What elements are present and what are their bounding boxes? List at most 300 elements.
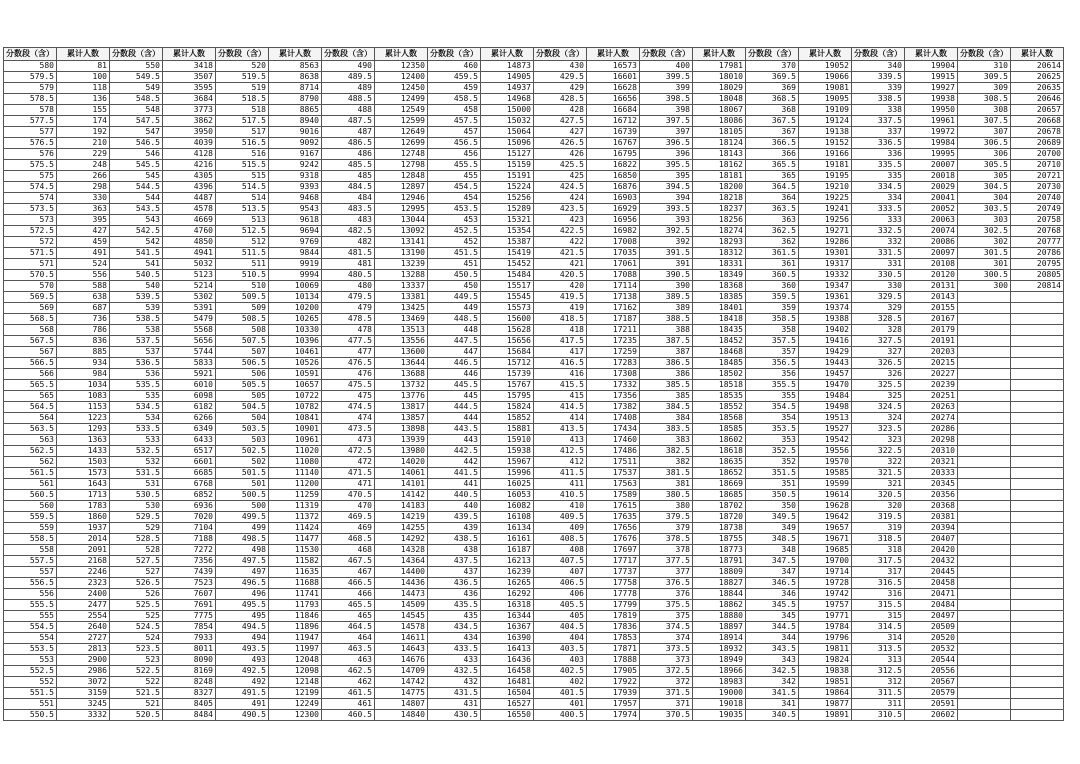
- score-band-cell: 415: [534, 391, 587, 402]
- score-band-cell: 518: [216, 105, 269, 116]
- table-row: [4, 248, 1064, 259]
- score-band-cell: 575: [4, 171, 57, 182]
- score-band-cell: 529: [110, 523, 163, 534]
- score-band-cell: 545.5: [110, 160, 163, 171]
- cumulative-count-cell: 10657: [269, 380, 322, 391]
- cumulative-count-cell: 20602: [905, 710, 958, 721]
- score-band-cell: 371.5: [640, 688, 693, 699]
- cumulative-count-cell: 18274: [693, 226, 746, 237]
- score-band-cell: 329.5: [852, 292, 905, 303]
- score-band-cell: 325.5: [852, 380, 905, 391]
- score-band-cell: 401.5: [534, 688, 587, 699]
- score-band-cell: 301: [958, 259, 1011, 270]
- score-band-cell: 557.5: [4, 556, 57, 567]
- cumulative-count-cell: 15419: [481, 248, 534, 259]
- cumulative-count-cell: 20407: [905, 534, 958, 545]
- score-band-cell: 402.5: [534, 666, 587, 677]
- cumulative-count-cell: 14509: [375, 600, 428, 611]
- score-band-cell: 470.5: [322, 490, 375, 501]
- cumulative-count-cell: [1011, 578, 1064, 589]
- table-row: [4, 270, 1064, 281]
- score-band-cell: 389.5: [640, 292, 693, 303]
- score-band-cell: 478.5: [322, 314, 375, 325]
- cumulative-count-cell: 1153: [57, 402, 110, 413]
- cumulative-count-cell: 9694: [269, 226, 322, 237]
- cumulative-count-cell: 17737: [587, 567, 640, 578]
- score-band-cell: [958, 578, 1011, 589]
- cumulative-count-cell: 17615: [587, 501, 640, 512]
- score-band-cell: 423.5: [534, 204, 587, 215]
- cumulative-count-cell: 20167: [905, 314, 958, 325]
- score-band-cell: 315: [852, 611, 905, 622]
- cumulative-count-cell: [1011, 479, 1064, 490]
- score-band-cell: 478: [322, 325, 375, 336]
- cumulative-count-cell: 17888: [587, 655, 640, 666]
- score-band-cell: 397: [640, 127, 693, 138]
- score-band-cell: 563: [4, 435, 57, 446]
- score-band-cell: 336: [852, 149, 905, 160]
- score-band-cell: 384: [640, 413, 693, 424]
- cumulative-count-cell: [1011, 424, 1064, 435]
- cumulative-count-cell: 19035: [693, 710, 746, 721]
- cumulative-count-cell: 19927: [905, 83, 958, 94]
- cumulative-count-cell: 6266: [163, 413, 216, 424]
- table-row: [4, 105, 1064, 116]
- cumulative-count-cell: 14400: [375, 567, 428, 578]
- cumulative-count-cell: 20345: [905, 479, 958, 490]
- cumulative-count-cell: 14937: [481, 83, 534, 94]
- score-band-cell: 579.5: [4, 72, 57, 83]
- score-band-cell: 541.5: [110, 248, 163, 259]
- score-band-cell: [958, 369, 1011, 380]
- score-band-cell: 566: [4, 369, 57, 380]
- score-band-cell: 374.5: [640, 622, 693, 633]
- table-row: [4, 468, 1064, 479]
- score-band-cell: 445.5: [428, 380, 481, 391]
- score-band-cell: 318: [852, 545, 905, 556]
- cumulative-count-cell: 19757: [799, 600, 852, 611]
- cumulative-count-cell: 16108: [481, 512, 534, 523]
- cumulative-count-cell: 19728: [799, 578, 852, 589]
- score-band-cell: 469.5: [322, 512, 375, 523]
- cumulative-count-cell: 1713: [57, 490, 110, 501]
- score-band-cell: [958, 534, 1011, 545]
- cumulative-count-cell: 19018: [693, 699, 746, 710]
- score-band-cell: 462.5: [322, 666, 375, 677]
- score-band-cell: 493: [216, 655, 269, 666]
- score-band-cell: 387.5: [640, 336, 693, 347]
- table-row: [4, 380, 1064, 391]
- cumulative-count-cell: 5123: [163, 270, 216, 281]
- score-band-cell: 369: [746, 83, 799, 94]
- score-band-cell: [958, 446, 1011, 457]
- cumulative-count-cell: 18535: [693, 391, 746, 402]
- cumulative-count-cell: 16082: [481, 501, 534, 512]
- score-band-cell: 546: [110, 149, 163, 160]
- cumulative-count-cell: 13688: [375, 369, 428, 380]
- cumulative-count-cell: 19542: [799, 435, 852, 446]
- score-band-cell: 528: [110, 545, 163, 556]
- cumulative-count-cell: 9092: [269, 138, 322, 149]
- cumulative-count-cell: 5656: [163, 336, 216, 347]
- score-band-cell: 457.5: [428, 116, 481, 127]
- cumulative-count-cell: 13939: [375, 435, 428, 446]
- cumulative-count-cell: 17697: [587, 545, 640, 556]
- score-band-cell: 511: [216, 259, 269, 270]
- score-band-cell: 316: [852, 589, 905, 600]
- cumulative-count-cell: 11259: [269, 490, 322, 501]
- score-band-cell: 400: [640, 61, 693, 72]
- score-band-cell: 540: [110, 281, 163, 292]
- score-band-cell: 427.5: [534, 116, 587, 127]
- cumulative-count-cell: 20678: [1011, 127, 1064, 138]
- cumulative-count-cell: 8327: [163, 688, 216, 699]
- score-band-cell: 512.5: [216, 226, 269, 237]
- score-band-cell: 331.5: [852, 248, 905, 259]
- cumulative-count-cell: 15224: [481, 182, 534, 193]
- score-band-cell: 390: [640, 281, 693, 292]
- score-band-cell: [958, 655, 1011, 666]
- score-band-cell: 374: [640, 633, 693, 644]
- cumulative-count-cell: 6852: [163, 490, 216, 501]
- cumulative-count-cell: 16390: [481, 633, 534, 644]
- score-band-cell: 309: [958, 83, 1011, 94]
- cumulative-count-cell: 20251: [905, 391, 958, 402]
- score-band-cell: 396: [640, 149, 693, 160]
- score-band-cell: 425.5: [534, 160, 587, 171]
- cumulative-count-cell: 18897: [693, 622, 746, 633]
- score-band-cell: 500.5: [216, 490, 269, 501]
- cumulative-count-cell: 5921: [163, 369, 216, 380]
- cumulative-count-cell: 16053: [481, 490, 534, 501]
- cumulative-count-cell: 18932: [693, 644, 746, 655]
- cumulative-count-cell: 14840: [375, 710, 428, 721]
- score-band-cell: 378: [640, 545, 693, 556]
- score-band-cell: 365.5: [746, 160, 799, 171]
- score-band-cell: 352.5: [746, 446, 799, 457]
- cumulative-count-cell: [1011, 666, 1064, 677]
- cumulative-count-cell: 1293: [57, 424, 110, 435]
- score-band-cell: 536: [110, 369, 163, 380]
- score-band-cell: 553.5: [4, 644, 57, 655]
- cumulative-count-cell: 14545: [375, 611, 428, 622]
- table-row: [4, 699, 1064, 710]
- score-band-cell: 574.5: [4, 182, 57, 193]
- score-band-cell: 516.5: [216, 138, 269, 149]
- cumulative-count-cell: 20458: [905, 578, 958, 589]
- table-row: [4, 710, 1064, 721]
- cumulative-count-cell: 18568: [693, 413, 746, 424]
- score-band-cell: 312: [852, 677, 905, 688]
- score-band-cell: 399.5: [640, 72, 693, 83]
- score-band-cell: 451.5: [428, 248, 481, 259]
- score-band-cell: 350.5: [746, 490, 799, 501]
- cumulative-count-cell: 7607: [163, 589, 216, 600]
- score-band-cell: 385.5: [640, 380, 693, 391]
- cumulative-count-cell: 10069: [269, 281, 322, 292]
- cumulative-count-cell: 20052: [905, 204, 958, 215]
- cumulative-count-cell: 16903: [587, 193, 640, 204]
- score-band-cell: 453: [428, 215, 481, 226]
- header-cumulative-count: 累计人数: [1011, 48, 1064, 61]
- cumulative-count-cell: 12848: [375, 171, 428, 182]
- cumulative-count-cell: 18237: [693, 204, 746, 215]
- cumulative-count-cell: 16527: [481, 699, 534, 710]
- score-band-cell: [958, 391, 1011, 402]
- score-band-cell: 450.5: [428, 270, 481, 281]
- cumulative-count-cell: 229: [57, 149, 110, 160]
- score-band-cell: 373: [640, 655, 693, 666]
- cumulative-count-cell: 20635: [1011, 83, 1064, 94]
- score-band-cell: 518.5: [216, 94, 269, 105]
- cumulative-count-cell: 18773: [693, 545, 746, 556]
- cumulative-count-cell: 4487: [163, 193, 216, 204]
- score-band-cell: 552.5: [4, 666, 57, 677]
- score-band-cell: 419.5: [534, 292, 587, 303]
- score-band-cell: 485: [322, 171, 375, 182]
- header-score-band: 分数段（含）: [4, 48, 57, 61]
- score-band-cell: 487.5: [322, 116, 375, 127]
- score-band-cell: 452: [428, 237, 481, 248]
- cumulative-count-cell: 19443: [799, 358, 852, 369]
- score-band-cell: 328: [852, 325, 905, 336]
- cumulative-count-cell: 8011: [163, 644, 216, 655]
- score-band-cell: [958, 589, 1011, 600]
- cumulative-count-cell: [1011, 644, 1064, 655]
- table-row: [4, 600, 1064, 611]
- cumulative-count-cell: 14775: [375, 688, 428, 699]
- score-band-cell: 526.5: [110, 578, 163, 589]
- score-band-cell: 323: [852, 435, 905, 446]
- cumulative-count-cell: 8790: [269, 94, 322, 105]
- score-band-cell: 305: [958, 171, 1011, 182]
- score-band-cell: 533: [110, 435, 163, 446]
- cumulative-count-cell: 17589: [587, 490, 640, 501]
- table-row: [4, 72, 1064, 83]
- cumulative-count-cell: 17922: [587, 677, 640, 688]
- cumulative-count-cell: 15484: [481, 270, 534, 281]
- cumulative-count-cell: 15739: [481, 369, 534, 380]
- cumulative-count-cell: 1223: [57, 413, 110, 424]
- score-band-cell: 330: [852, 281, 905, 292]
- cumulative-count-cell: 18844: [693, 589, 746, 600]
- score-band-cell: 531.5: [110, 468, 163, 479]
- cumulative-count-cell: 3773: [163, 105, 216, 116]
- cumulative-count-cell: [1011, 402, 1064, 413]
- cumulative-count-cell: 9543: [269, 204, 322, 215]
- cumulative-count-cell: 13857: [375, 413, 428, 424]
- table-row: [4, 215, 1064, 226]
- score-band-cell: 527: [110, 567, 163, 578]
- cumulative-count-cell: 12350: [375, 61, 428, 72]
- cumulative-count-cell: 19915: [905, 72, 958, 83]
- score-band-cell: 444: [428, 413, 481, 424]
- cumulative-count-cell: 15321: [481, 215, 534, 226]
- score-band-cell: 495.5: [216, 600, 269, 611]
- score-band-cell: 386.5: [640, 358, 693, 369]
- score-band-cell: [958, 303, 1011, 314]
- cumulative-count-cell: 12649: [375, 127, 428, 138]
- score-band-cell: 428.5: [534, 94, 587, 105]
- cumulative-count-cell: 7933: [163, 633, 216, 644]
- table-row: [4, 259, 1064, 270]
- score-band-cell: 377: [640, 567, 693, 578]
- cumulative-count-cell: 18827: [693, 578, 746, 589]
- score-band-cell: 494.5: [216, 622, 269, 633]
- score-band-cell: 549.5: [110, 72, 163, 83]
- cumulative-count-cell: [1011, 567, 1064, 578]
- cumulative-count-cell: 8169: [163, 666, 216, 677]
- cumulative-count-cell: 786: [57, 325, 110, 336]
- score-band-cell: 432: [428, 677, 481, 688]
- score-band-cell: 428: [534, 105, 587, 116]
- cumulative-count-cell: 10591: [269, 369, 322, 380]
- score-band-cell: 474.5: [322, 402, 375, 413]
- cumulative-count-cell: 10901: [269, 424, 322, 435]
- cumulative-count-cell: 19599: [799, 479, 852, 490]
- cumulative-count-cell: 8940: [269, 116, 322, 127]
- score-band-cell: 498.5: [216, 534, 269, 545]
- score-band-cell: 309.5: [958, 72, 1011, 83]
- score-band-cell: 327.5: [852, 336, 905, 347]
- cumulative-count-cell: 100: [57, 72, 110, 83]
- score-band-cell: 547.5: [110, 116, 163, 127]
- cumulative-count-cell: 18552: [693, 402, 746, 413]
- cumulative-count-cell: 18181: [693, 171, 746, 182]
- cumulative-count-cell: 20310: [905, 446, 958, 457]
- cumulative-count-cell: 2640: [57, 622, 110, 633]
- cumulative-count-cell: 18966: [693, 666, 746, 677]
- cumulative-count-cell: 13288: [375, 270, 428, 281]
- cumulative-count-cell: 20018: [905, 171, 958, 182]
- score-band-cell: 555.5: [4, 600, 57, 611]
- score-band-cell: 437: [428, 567, 481, 578]
- cumulative-count-cell: 18293: [693, 237, 746, 248]
- score-band-cell: [958, 479, 1011, 490]
- score-band-cell: 329: [852, 303, 905, 314]
- score-band-cell: 493.5: [216, 644, 269, 655]
- cumulative-count-cell: 12400: [375, 72, 428, 83]
- score-band-cell: 449: [428, 303, 481, 314]
- cumulative-count-cell: 11424: [269, 523, 322, 534]
- score-band-cell: 311: [852, 699, 905, 710]
- score-band-cell: 502: [216, 457, 269, 468]
- score-band-cell: 414: [534, 413, 587, 424]
- score-band-cell: 421.5: [534, 248, 587, 259]
- cumulative-count-cell: 19109: [799, 105, 852, 116]
- score-band-cell: 425: [534, 171, 587, 182]
- score-band-cell: 441.5: [428, 468, 481, 479]
- cumulative-count-cell: 17974: [587, 710, 640, 721]
- cumulative-count-cell: 330: [57, 193, 110, 204]
- score-band-cell: 494: [216, 633, 269, 644]
- cumulative-count-cell: 491: [57, 248, 110, 259]
- cumulative-count-cell: 15600: [481, 314, 534, 325]
- cumulative-count-cell: 11793: [269, 600, 322, 611]
- cumulative-count-cell: 15032: [481, 116, 534, 127]
- header-cumulative-count: 累计人数: [799, 48, 852, 61]
- cumulative-count-cell: 19484: [799, 391, 852, 402]
- cumulative-count-cell: 20263: [905, 402, 958, 413]
- score-band-cell: 330.5: [852, 270, 905, 281]
- score-band-cell: 347: [746, 567, 799, 578]
- table-row: [4, 303, 1064, 314]
- cumulative-count-cell: 5214: [163, 281, 216, 292]
- table-row: [4, 501, 1064, 512]
- score-band-cell: 482.5: [322, 226, 375, 237]
- cumulative-count-cell: 14611: [375, 633, 428, 644]
- score-band-cell: 555: [4, 611, 57, 622]
- score-band-cell: [958, 457, 1011, 468]
- cumulative-count-cell: 18983: [693, 677, 746, 688]
- score-band-cell: 467: [322, 567, 375, 578]
- score-band-cell: 313: [852, 655, 905, 666]
- score-band-cell: 537.5: [110, 336, 163, 347]
- score-band-cell: 544: [110, 193, 163, 204]
- score-band-cell: 431: [428, 699, 481, 710]
- cumulative-count-cell: 14643: [375, 644, 428, 655]
- score-band-cell: 559: [4, 523, 57, 534]
- score-band-cell: 301.5: [958, 248, 1011, 259]
- cumulative-count-cell: 16767: [587, 138, 640, 149]
- score-band-cell: 317.5: [852, 556, 905, 567]
- cumulative-count-cell: 17382: [587, 402, 640, 413]
- score-band-cell: 306.5: [958, 138, 1011, 149]
- cumulative-count-cell: 20777: [1011, 237, 1064, 248]
- score-band-cell: 396.5: [640, 138, 693, 149]
- score-band-cell: 507: [216, 347, 269, 358]
- cumulative-count-cell: 298: [57, 182, 110, 193]
- cumulative-count-cell: 17008: [587, 237, 640, 248]
- score-band-cell: 413.5: [534, 424, 587, 435]
- score-band-cell: 373.5: [640, 644, 693, 655]
- score-band-cell: 514.5: [216, 182, 269, 193]
- score-band-cell: [958, 545, 1011, 556]
- cumulative-count-cell: 14364: [375, 556, 428, 567]
- cumulative-count-cell: [1011, 457, 1064, 468]
- score-band-cell: 403.5: [534, 644, 587, 655]
- cumulative-count-cell: 5479: [163, 314, 216, 325]
- score-band-cell: 302.5: [958, 226, 1011, 237]
- cumulative-count-cell: 7272: [163, 545, 216, 556]
- cumulative-count-cell: 18652: [693, 468, 746, 479]
- cumulative-count-cell: 15910: [481, 435, 534, 446]
- score-band-cell: 424: [534, 193, 587, 204]
- cumulative-count-cell: 19972: [905, 127, 958, 138]
- score-band-cell: 310: [958, 61, 1011, 72]
- cumulative-count-cell: 4396: [163, 182, 216, 193]
- score-band-cell: 451: [428, 259, 481, 270]
- score-band-cell: 504: [216, 413, 269, 424]
- score-band-cell: 462: [322, 677, 375, 688]
- cumulative-count-cell: 16929: [587, 204, 640, 215]
- cumulative-count-cell: 18755: [693, 534, 746, 545]
- cumulative-count-cell: 16344: [481, 611, 534, 622]
- cumulative-count-cell: [1011, 303, 1064, 314]
- score-band-cell: 558.5: [4, 534, 57, 545]
- score-band-cell: 336.5: [852, 138, 905, 149]
- score-band-cell: 359: [746, 303, 799, 314]
- score-band-cell: 481: [322, 259, 375, 270]
- cumulative-count-cell: 19864: [799, 688, 852, 699]
- table-row: [4, 688, 1064, 699]
- table-row: [4, 677, 1064, 688]
- score-band-cell: 422.5: [534, 226, 587, 237]
- cumulative-count-cell: 3072: [57, 677, 110, 688]
- score-band-cell: 446.5: [428, 358, 481, 369]
- cumulative-count-cell: 5833: [163, 358, 216, 369]
- cumulative-count-cell: 13044: [375, 215, 428, 226]
